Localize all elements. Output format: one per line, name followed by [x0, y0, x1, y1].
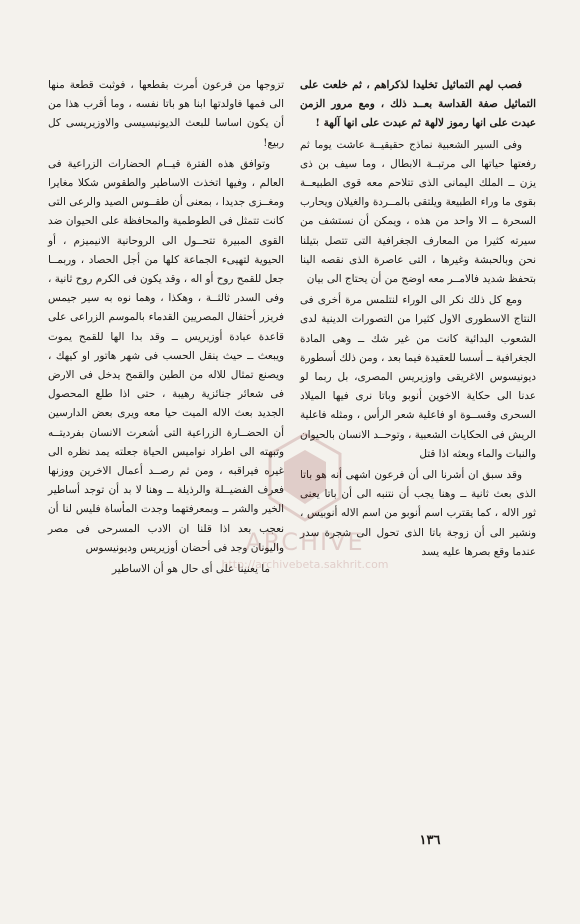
paragraph: ومع كل ذلك نكر الى الوراء لنتلمس مرة أخرى فى النتاج الاسطورى الاول كثيرا من التصورات الدينية لدى الشعوب البدائية كانت من غير شك ــ وهى المادة الجغرافية ــ أسسا للعقيدة فيما بعد ، ومن ذلك أسطورة ديونيسوس الاغريقى واوزيريس المصرى، بل ربما لو عدنا الى حكاية الاخوين أنوبو وباتا نرى فيها الميلاد السحرى وقســوة او فاعلية شعر الرأس ، ومثله فاعلية الريش فى الحكايات الشعبية ، وتوحــد الانسان بالحيوان والنبات والماء وبعثه اذا قتل	[300, 294, 536, 460]
page-number: ١٣٦	[419, 833, 441, 848]
watermark-url: http://archivebeta.sakhrit.com	[221, 558, 389, 571]
left-text-column	[48, 76, 284, 581]
paragraph: وقد سبق ان أشرنا الى أن فرعون اشهى أنه هو باتا الذى بعث ثانية ــ وهنا يجب أن نتنبه الى أن باتا يعنى ثور الاله ، كما يقترب اسم أنوبو من اسم الاله أنوبيس ، ونشير الى أن زوجة باتا الذى تحول الى شجرة سدر عندما وقع بصرها عليه يسد	[300, 469, 536, 558]
paragraph: وفى السير الشعبية نماذج حقيقيــة عاشت يوما ثم رفعتها حياتها الى مرتبــة الابطال ، وما سيف بن ذى يزن ــ الملك اليمانى الذى تتلاحم معه قوى الطبيعــة بقوى ما وراء الطبيعة ويلتقى بالمــردة والغيلان ويحارب السحرة ــ الا واحد من هذه ، ويمكن أن نستشف من سيرته كثيرا من المعارف الجغرافية التى تتصل بتيلنا نحن وبالحبشة وغيرها ، التى عاصرة الذى نقصه الينا بتحفظ شديد فالامــر معه اوضح من أن يحتاج الى بيان	[300, 138, 536, 286]
watermark-text: ARCHIVE	[245, 528, 365, 556]
paragraph: ما يعنينا على أى حال هو أن الاساطير	[112, 563, 270, 576]
paragraph: فصب لهم التماثيل تخليدا لذكراهم ، ثم خلعت على التماثيل صفة القداسة بعــد ذلك ، ومع مرور الزمن عبدت على انها رموز لالهة ثم عبدت على انها آلهة !	[300, 79, 536, 130]
paragraph: تزوجها من فرعون أمرت بقطعها ، فوثبت قطعة منها الى فمها فاولدتها ابنا هو باتا نفسه ، وما أقرب هذا من أن يكون اساسا للبعث الديونيسيسى والاوزيريسى كل ربيع!	[48, 79, 284, 149]
paragraph: وتوافق هذه الفترة قيــام الحضارات الزراعية فى العالم ، وفيها اتخذت الاساطير والطقوس شكلا مغايرا ومغــزى جديدا ، بمعنى أن طقــوس الصيد والرعى التى كانت تتمثل فى الطوطمية والمحافظة على الحيوان ضد القوى المبيرة تتحــول الى الروحانية الانيميزم ، أو الحيوية لتهيىء الجماعة كلها من أجل الحصاد ، وربمــا جعل للقمح روح أو اله ، وقد يكون فى الكرم روح ثانية ، وفى السدر ثالثــة ، وهكذا ، وهما نوه به سير جيمس فريزر أحتفال المصريين القدماء بالموسم الزراعى على قاعدة عبادة أوزيريس ــ وقد بدا الها للقمح يموت ويبعث ــ حيث ينقل الحسب فى شهر هاتور او كيهك ، ويصنع تمثال للاله من الطين والقمح يدخل فى الارض فى شعائر جنائزية رهيبة ، حتى اذا طلع المحصول الجديد بعث الاله الميت حيا معه ويرى بعض الدارسين أن الحضــارة الزراعية التى أشعرت الانسان بفرديتــه وتبهته الى اطراد نواميس الحياة جعلته يمد نظره الى غيره فيراقبه ، ومن ثم رصــد أعمال الاخرين ووزنها فعرف الفضيــلة والرذيلة ــ وهنا لا بد أن توجد أساطير الخير والشر ــ وبمعرفتهما وجدت المأساة فليس لنا أن نعجب بعد اذا قلنا ان الادب المسرحى فى مصر واليونان وجد فى أحضان أوزيريس وديونيسوس	[48, 157, 284, 554]
right-text-column	[300, 76, 536, 564]
